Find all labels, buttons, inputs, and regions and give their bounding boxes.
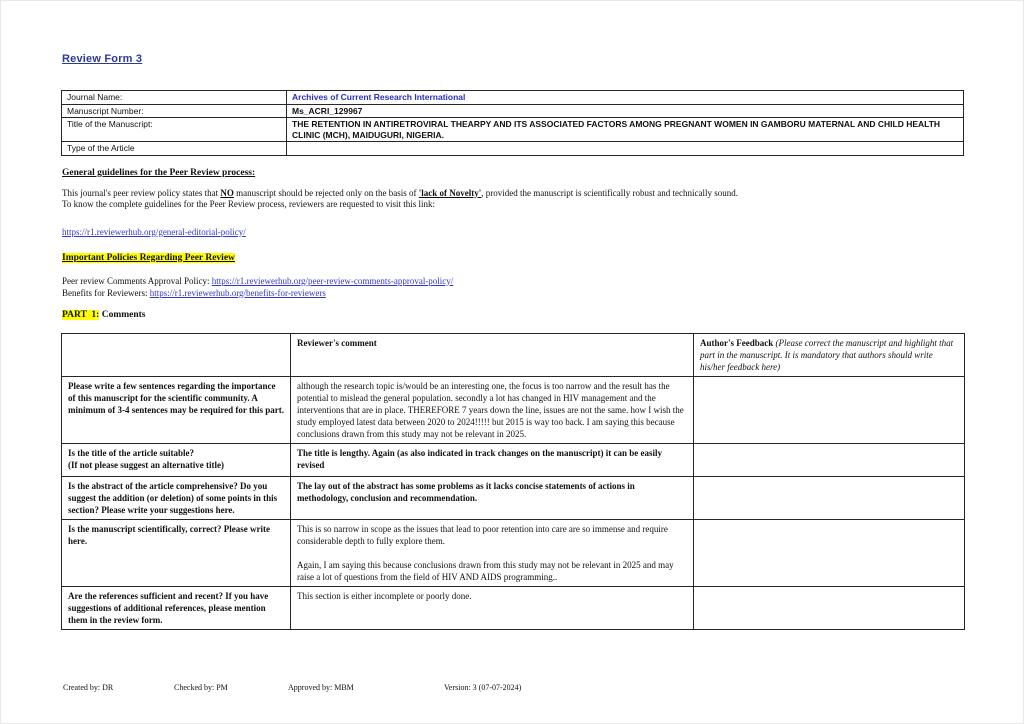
general-policy-link-line xyxy=(62,227,965,238)
guidelines-heading: General guidelines for the Peer Review process: xyxy=(62,167,256,178)
approval-policy-link[interactable]: https://r1.reviewerhub.org/peer-review-comments-approval-policy/ xyxy=(211,275,454,286)
policy-text: This journal's peer review policy states that xyxy=(62,187,221,198)
question-scientific: Is the manuscript scientifically, correct? Please write here. xyxy=(62,519,291,586)
table-row xyxy=(62,142,964,156)
table-row xyxy=(62,104,964,118)
table-row xyxy=(62,376,965,443)
version-info: Version: 3 (07-07-2024) xyxy=(444,683,522,692)
question-column-header xyxy=(62,333,291,376)
reviewer-comment-references: This section is either incomplete or poorly done. xyxy=(291,586,694,629)
table-row xyxy=(62,443,965,476)
question-line: (If not please suggest an alternative title) xyxy=(68,459,224,470)
reviewer-comment-title: The title is lengthy. Again (as also indicated in track changes on the manuscript) it can be easily revised xyxy=(291,443,694,476)
author-feedback-header xyxy=(694,333,965,376)
important-policies-line xyxy=(62,252,965,264)
benefits-line xyxy=(62,288,965,299)
journal-name-label: Journal Name: xyxy=(62,91,287,105)
policy-novelty-emphasis: 'lack of Novelty' xyxy=(418,187,482,198)
part1-label: PART 1: xyxy=(62,309,100,320)
manuscript-title-value: THE RETENTION IN ANTIRETROVIRAL THEARPY AND ITS ASSOCIATED FACTORS AMONG PREGNANT WOMEN IN GAMBORU MATERNAL AND CHILD HEALTH CLINIC (MCH), MAIDUGURI, NIGERIA. xyxy=(287,118,964,142)
comments-header-row xyxy=(62,333,965,376)
question-importance: Please write a few sentences regarding the importance of this manuscript for the scientific community. A minimum of 3-4 sentences may be required for this part. xyxy=(62,376,291,443)
comment-paragraph: Again, I am saying this because conclusions drawn from this study may not be relevant in 2025 and may raise a lot of questions from the field of HIV AND AIDS programming.. xyxy=(297,559,674,582)
table-row xyxy=(62,519,965,586)
manuscript-number-label: Manuscript Number: xyxy=(62,104,287,118)
policy-paragraph xyxy=(62,188,965,210)
table-row xyxy=(62,91,964,105)
question-abstract: Is the abstract of the article comprehensive? Do you suggest the addition (or deletion) of some points in this section? Please write your suggestions here. xyxy=(62,476,291,519)
question-line: Is the title of the article suitable? xyxy=(68,447,194,458)
policy-text: manuscript should be rejected only on the basis of xyxy=(233,187,419,198)
author-feedback-cell[interactable] xyxy=(694,443,965,476)
policy-text: , provided the manuscript is scientifically robust and technically sound. xyxy=(481,187,738,198)
author-feedback-cell[interactable] xyxy=(694,586,965,629)
table-row xyxy=(62,586,965,629)
table-row xyxy=(62,118,964,142)
approved-by: Approved by: MBM xyxy=(288,683,354,692)
comment-paragraph: This is so narrow in scope as the issues that lead to poor retention into care are so immense and require considerable depth to fully explore them. xyxy=(297,523,668,546)
benefits-label: Benefits for Reviewers: xyxy=(62,287,150,298)
created-by: Created by: DR xyxy=(63,683,114,692)
question-references: Are the references sufficient and recent? If you have suggestions of additional references, please mention them in the review form. xyxy=(62,586,291,629)
checked-by: Checked by: PM xyxy=(174,683,228,692)
manuscript-number-value: Ms_ACRI_129967 xyxy=(287,104,964,118)
manuscript-title-label: Title of the Manuscript: xyxy=(62,118,287,142)
journal-name-value: Archives of Current Research International xyxy=(287,91,964,105)
table-row xyxy=(62,476,965,519)
author-feedback-title: Author's Feedback xyxy=(700,337,776,348)
comments-table xyxy=(61,333,965,630)
approval-policy-line xyxy=(62,276,965,287)
page-title: Review Form 3 xyxy=(62,53,143,65)
author-feedback-cell[interactable] xyxy=(694,476,965,519)
article-type-value xyxy=(287,142,964,156)
guidelines-section xyxy=(62,168,965,321)
article-type-label: Type of the Article xyxy=(62,142,287,156)
part1-title: Comments xyxy=(99,309,146,320)
general-editorial-policy-link[interactable]: https://r1.reviewerhub.org/general-editorial-policy/ xyxy=(62,226,246,237)
author-feedback-cell[interactable] xyxy=(694,376,965,443)
benefits-link[interactable]: https://r1.reviewerhub.org/benefits-for-reviewers xyxy=(149,287,326,298)
reviewer-comment-importance: although the research topic is/would be an interesting one, the focus is too narrow and the result has the potential to mislead the general population. secondly a lot has changed in HIV management and the interventions that are in place. THEREFORE 7 years down the line, issues are not the same. how I wish the study employed latest data between 2020 to 2024!!!!! but 2015 is way too back. I am saying this because conclusions drawn from this study may not be relevant in 2025. xyxy=(291,376,694,443)
reviewer-comment-abstract: The lay out of the abstract has some problems as it lacks concise statements of actions in methodology, conclusion and recommendation. xyxy=(291,476,694,519)
author-feedback-note: (Please correct the manuscript and highlight that part in the manuscript. It is mandatory that authors should write his/her feedback here) xyxy=(700,337,954,372)
reviewer-comment-scientific xyxy=(291,519,694,586)
question-title-suitable xyxy=(62,443,291,476)
part1-heading xyxy=(62,310,965,321)
important-policies-heading: Important Policies Regarding Peer Review xyxy=(62,252,235,263)
manuscript-info-table xyxy=(61,90,964,156)
approval-policy-label: Peer review Comments Approval Policy: xyxy=(62,275,212,286)
author-feedback-cell[interactable] xyxy=(694,519,965,586)
policy-no-emphasis: NO xyxy=(220,187,234,198)
policy-line2: To know the complete guidelines for the Peer Review process, reviewers are requested to visit this link: xyxy=(62,198,436,209)
reviewer-comment-header: Reviewer's comment xyxy=(291,333,694,376)
